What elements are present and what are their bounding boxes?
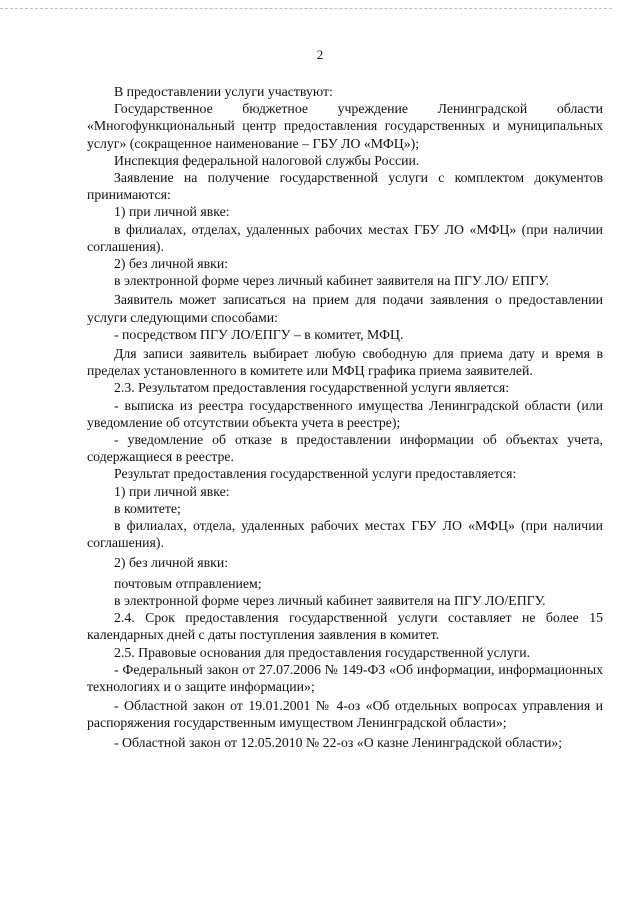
paragraph-electronic: в электронной форме через личный кабинет заявителя на ПГУ ЛО/ ЕПГУ. xyxy=(114,273,550,289)
paragraph-2-4-deadline: 2.4. Срок предоставления государственной услуги составляет не более 15 календарных дней с даты поступления заявления в комитет. xyxy=(87,610,603,643)
paragraph-result-electronic: в электронной форме через личный кабинет заявителя на ПГУ ЛО/ЕПГУ. xyxy=(114,592,546,608)
paragraph-application-accepted: Заявление на получение государственной услуги с комплектом документов принимаются: xyxy=(87,170,603,203)
paragraph-result-mfc-branches: в филиалах, отдела, удаленных рабочих местах ГБУ ЛО «МФЦ» (при наличии соглашения). xyxy=(87,518,603,551)
paragraph-by-mail: почтовым отправлением; xyxy=(114,575,262,591)
paragraph-regional-law-22: - Областной закон от 12.05.2010 № 22-оз «О казне Ленинградской области»; xyxy=(114,734,563,750)
paragraph-gbu-mfc: Государственное бюджетное учреждение Ленинградской области «Многофункциональный центр предоставления государственных и муниципальных услуг» (сокращенное наименование – ГБУ ЛО «МФЦ»); xyxy=(87,101,603,151)
paragraph-appointment-time: Для записи заявитель выбирает любую свободную для приема дату и время в пределах установленного в комитете или МФЦ графика приема заявителей. xyxy=(87,346,603,379)
paragraph-appointment-portal: - посредством ПГУ ЛО/ЕПГУ – в комитет, МФЦ. xyxy=(114,326,404,342)
page-number: 2 xyxy=(316,47,324,62)
paragraph-appointment: Заявитель может записаться на прием для подачи заявления о предоставлении услуги следующими способами: xyxy=(87,292,603,325)
paragraph-mfc-branches: в филиалах, отделах, удаленных рабочих местах ГБУ ЛО «МФЦ» (при наличии соглашения). xyxy=(87,221,603,254)
paragraph-result-in-person: 1) при личной явке: xyxy=(114,483,230,499)
paragraph-registry-extract: - выписка из реестра государственного имущества Ленинградской области (или уведомление об отсутствии объекта учета в реестре); xyxy=(87,397,603,430)
paragraph-2-5-legal-basis: 2.5. Правовые основания для предоставления государственной услуги. xyxy=(114,644,531,660)
paragraph-2-3-result: 2.3. Результатом предоставления государственной услуги является: xyxy=(114,380,510,396)
paragraph-in-committee: в комитете; xyxy=(114,500,181,516)
paragraph-remote: 2) без личной явки: xyxy=(114,256,229,272)
paragraph-federal-law-149: - Федеральный закон от 27.07.2006 № 149-ФЗ «Об информации, информационных технологиях и о защите информации»; xyxy=(87,661,603,694)
paragraph-refusal-notice: - уведомление об отказе в предоставлении информации об объектах учета, содержащиеся в реестре. xyxy=(87,432,603,465)
scan-edge-line xyxy=(0,8,612,9)
paragraph-result-remote: 2) без личной явки: xyxy=(114,555,229,571)
paragraph-tax-inspection: Инспекция федеральной налоговой службы России. xyxy=(114,152,420,168)
paragraph-participants: В предоставлении услуги участвуют: xyxy=(114,84,333,99)
paragraph-result-provided: Результат предоставления государственной услуги предоставляется: xyxy=(114,466,517,482)
paragraph-in-person: 1) при личной явке: xyxy=(114,204,230,220)
paragraph-regional-law-4: - Областной закон от 19.01.2001 № 4-оз «Об отдельных вопросах управления и распоряжения государственным имуществом Ленинградской области»; xyxy=(87,698,603,731)
document-body xyxy=(87,83,603,751)
